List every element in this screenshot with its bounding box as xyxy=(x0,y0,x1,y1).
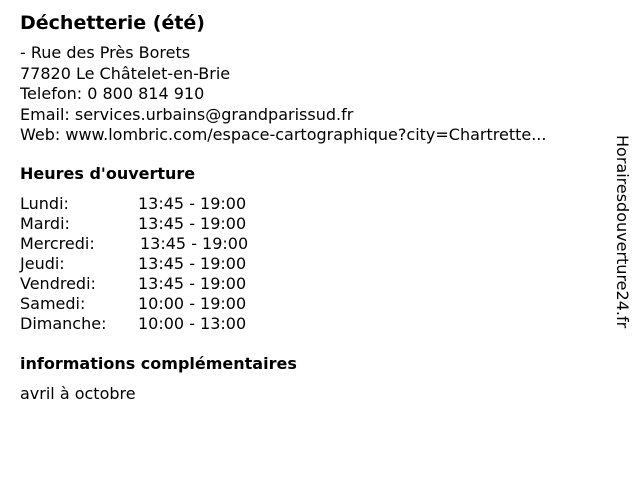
hours-row-thursday xyxy=(20,254,248,274)
hours-row-wednesday xyxy=(20,234,248,254)
day-label: Mardi: xyxy=(20,214,70,233)
time-range: 13:45 - 19:00 xyxy=(138,194,247,213)
day-label: Lundi: xyxy=(20,194,69,213)
time-range: 13:45 - 19:00 xyxy=(140,234,249,253)
additional-info-text: avril à octobre xyxy=(20,384,136,403)
day-label: Jeudi: xyxy=(20,254,65,273)
time-range: 10:00 - 19:00 xyxy=(138,294,247,313)
time-range: 10:00 - 13:00 xyxy=(138,314,247,333)
opening-hours-heading: Heures d'ouverture xyxy=(20,164,196,183)
brand-watermark: Horairesdouverture24.fr xyxy=(613,135,632,329)
hours-row-friday xyxy=(20,274,248,294)
website-url: Web: www.lombric.com/espace-cartographique?city=Chartrette... xyxy=(20,125,547,144)
email-address: Email: services.urbains@grandparissud.fr xyxy=(20,104,354,124)
hours-row-tuesday xyxy=(20,214,248,234)
page-title: Déchetterie (été) xyxy=(20,12,205,34)
hours-row-saturday xyxy=(20,294,248,314)
day-label: Samedi: xyxy=(20,294,86,313)
time-range: 13:45 - 19:00 xyxy=(138,274,247,293)
additional-info-heading: informations complémentaires xyxy=(20,354,297,373)
street-address: - Rue des Près Borets xyxy=(20,43,191,62)
day-label: Mercredi: xyxy=(20,234,95,253)
hours-row-monday xyxy=(20,194,248,214)
address-block xyxy=(20,43,546,146)
time-range: 13:45 - 19:00 xyxy=(138,254,247,273)
opening-hours-table xyxy=(20,194,248,334)
day-label: Dimanche: xyxy=(20,314,107,333)
hours-row-sunday xyxy=(20,314,248,334)
time-range: 13:45 - 19:00 xyxy=(138,214,247,233)
city-address: 77820 Le Châtelet-en-Brie xyxy=(20,63,231,83)
day-label: Vendredi: xyxy=(20,274,96,293)
phone-number: Telefon: 0 800 814 910 xyxy=(20,84,205,103)
